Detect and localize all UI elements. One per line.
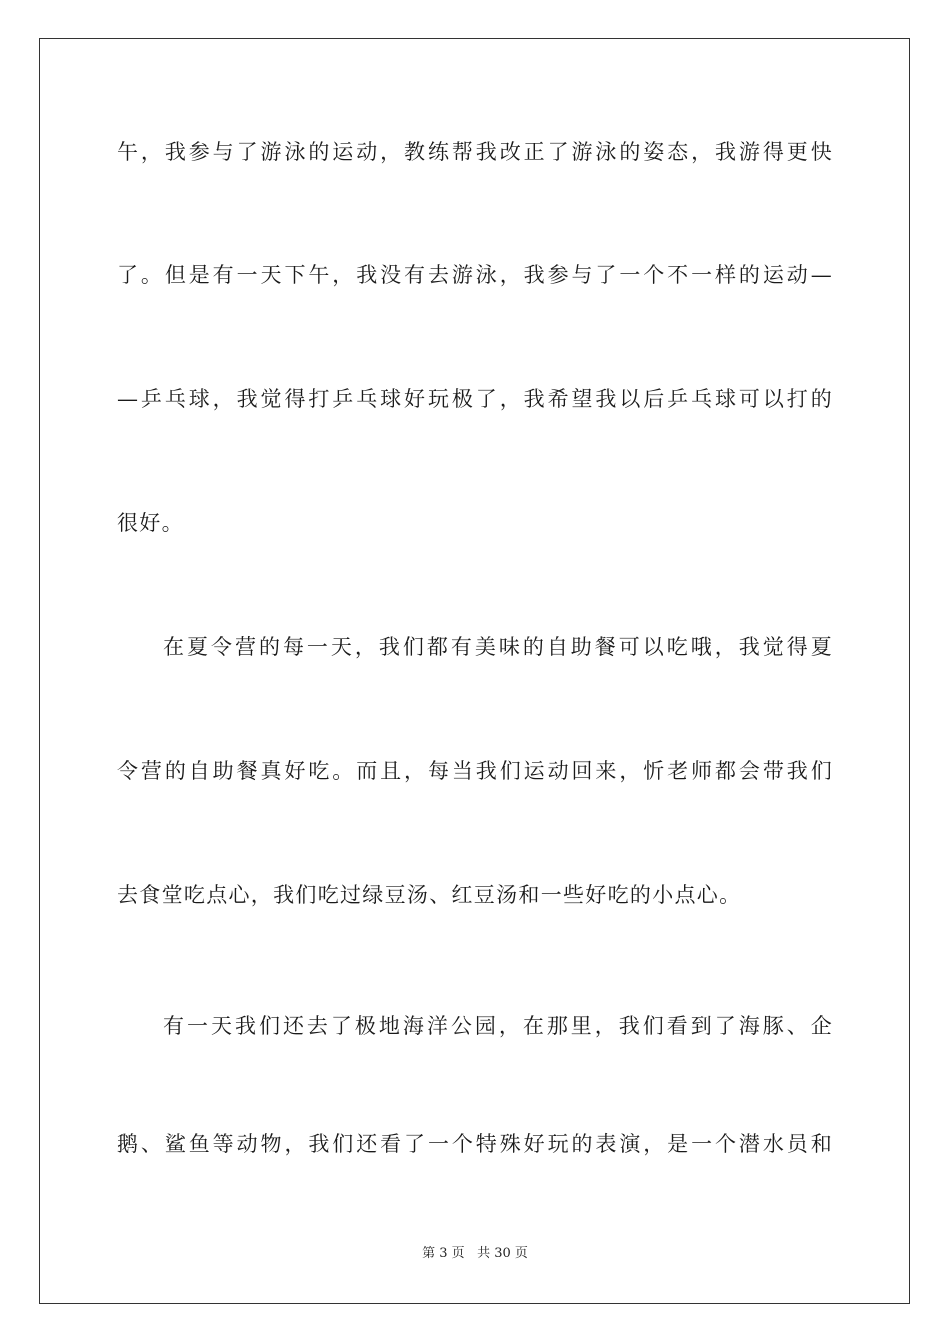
paragraph-start-line: 有一天我们还去了极地海洋公园，在那里，我们看到了海豚、企 — [163, 1014, 833, 1038]
body-line: 午，我参与了游泳的运动，教练帮我改正了游泳的姿态，我游得更快 — [117, 140, 833, 164]
body-line: 令营的自助餐真好吃。而且，每当我们运动回来，忻老师都会带我们 — [117, 759, 833, 783]
page-total: 共 30 页 — [477, 1246, 528, 1261]
body-line: —乒乓球，我觉得打乒乓球好玩极了，我希望我以后乒乓球可以打的 — [117, 387, 833, 411]
body-line: 鹅、鲨鱼等动物，我们还看了一个特殊好玩的表演，是一个潜水员和 — [117, 1132, 833, 1156]
paragraph-start-line: 在夏令营的每一天，我们都有美味的自助餐可以吃哦，我觉得夏 — [163, 635, 833, 659]
page-footer — [0, 1246, 950, 1262]
body-line: 了。但是有一天下午，我没有去游泳，我参与了一个不一样的运动— — [117, 263, 833, 287]
body-line: 去食堂吃点心，我们吃过绿豆汤、红豆汤和一些好吃的小点心。 — [117, 883, 742, 907]
page-border — [39, 38, 910, 1304]
page-number: 第 3 页 — [422, 1246, 465, 1261]
body-line: 很好。 — [117, 511, 184, 535]
